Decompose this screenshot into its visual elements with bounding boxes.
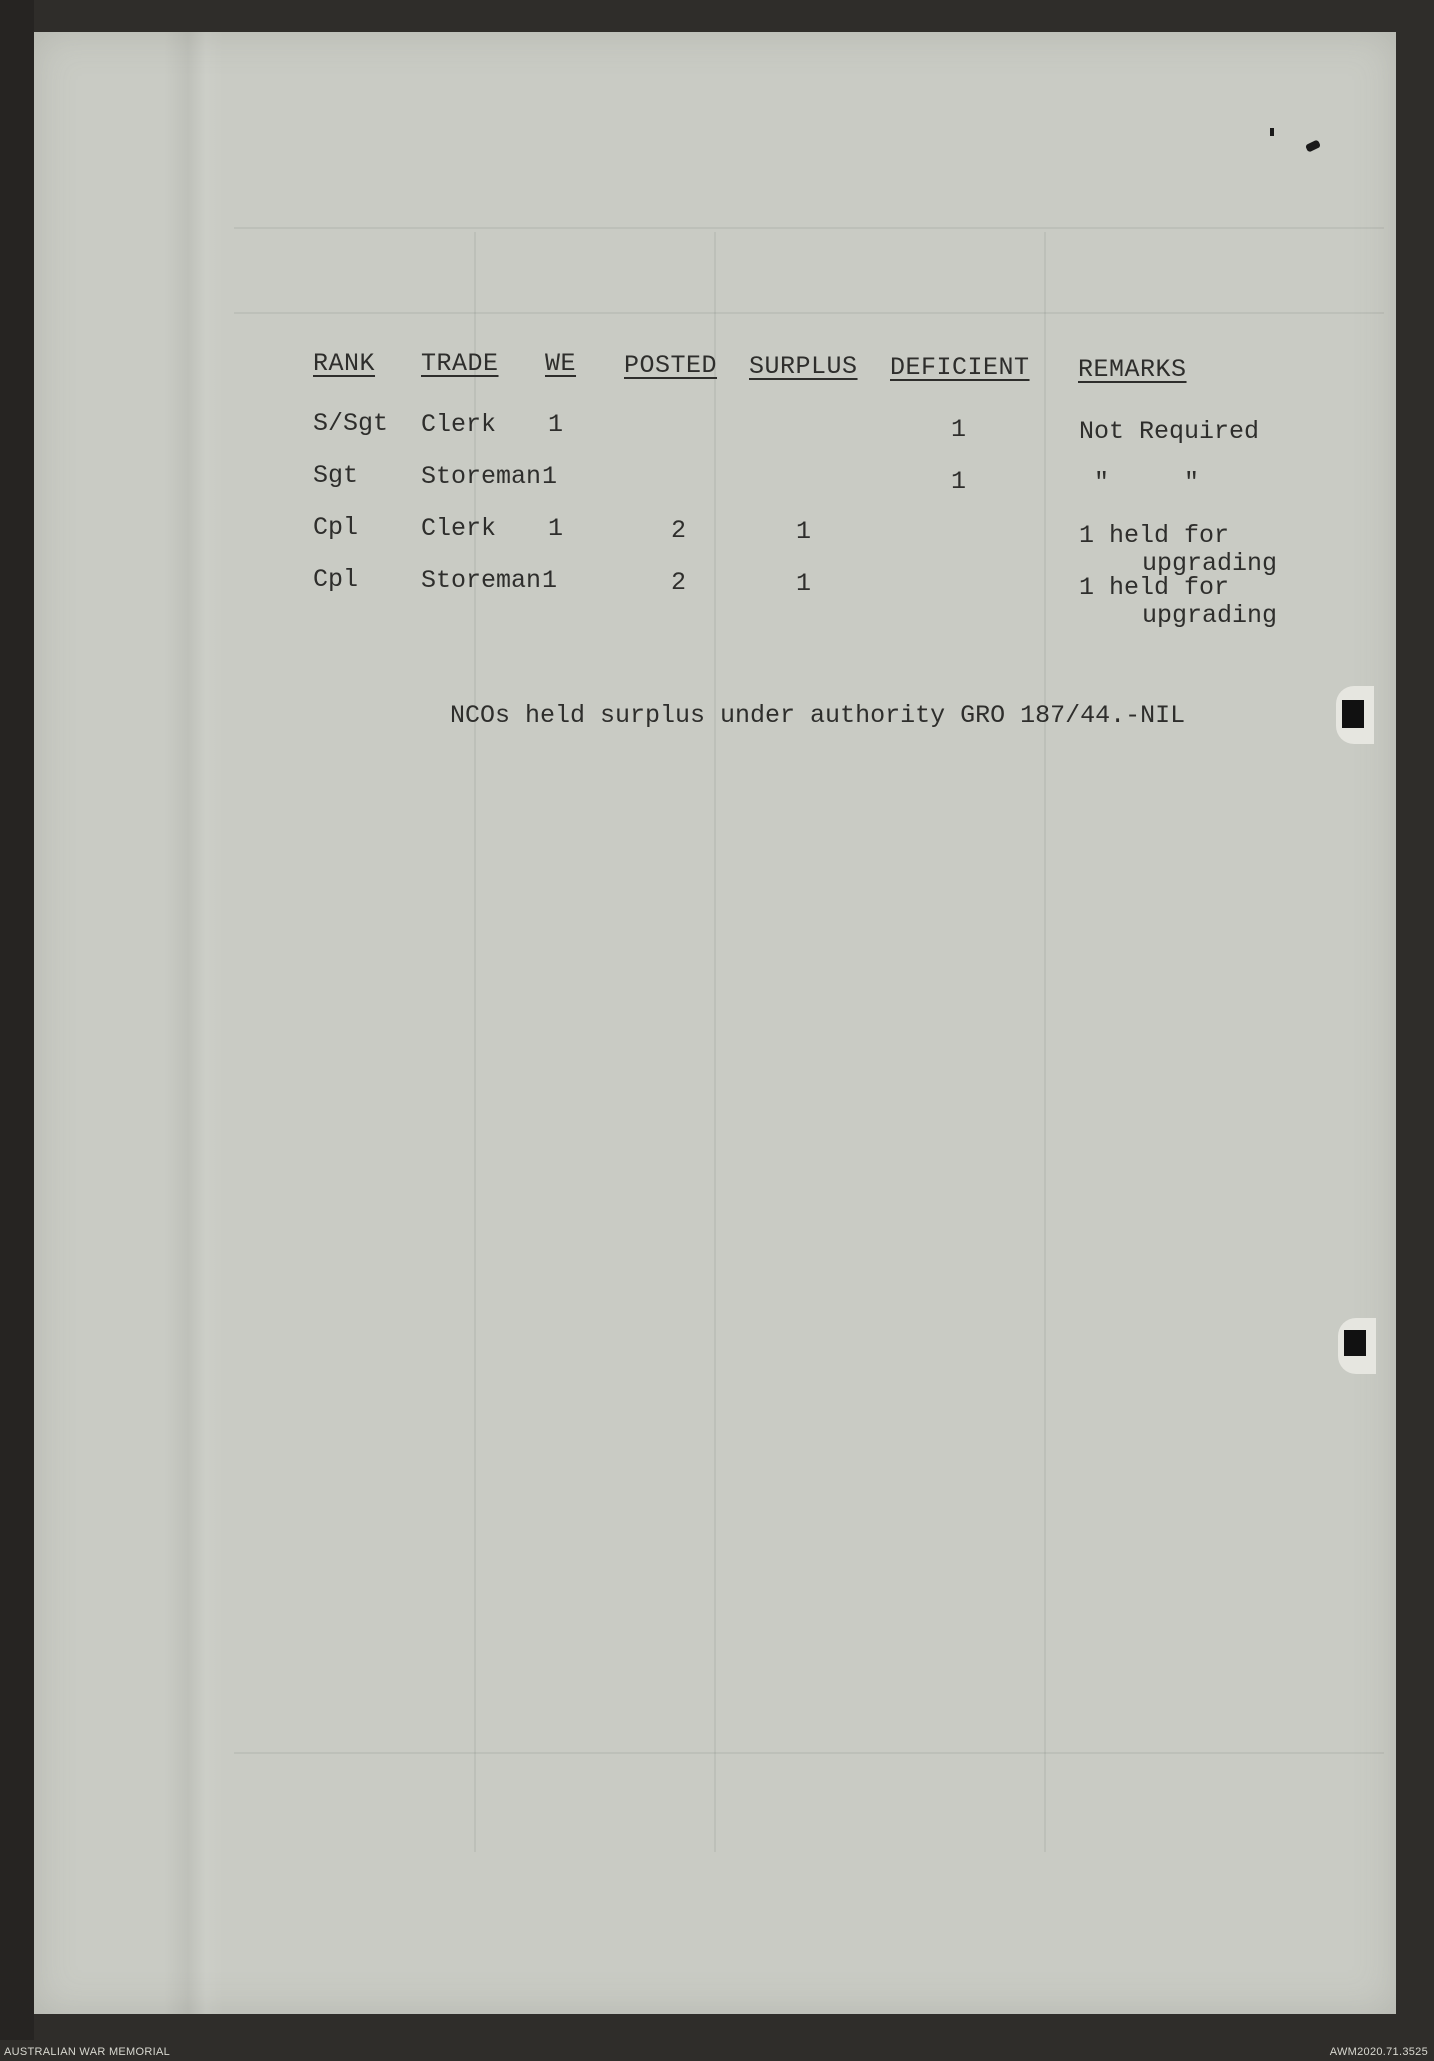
row1-remarks: Not Required — [1079, 417, 1260, 446]
header-trade: TRADE — [421, 349, 499, 378]
row1-rank: S/Sgt — [313, 409, 389, 438]
header-rank: RANK — [313, 349, 376, 378]
row1-we: 1 — [548, 410, 564, 439]
header-we: WE — [545, 349, 577, 378]
row3-remarks-line2: upgrading — [1142, 549, 1278, 578]
row4-surplus: 1 — [796, 569, 812, 598]
row4-posted: 2 — [671, 568, 687, 597]
row3-posted: 2 — [671, 516, 687, 545]
paper-tab-lower — [1338, 1318, 1376, 1374]
paper-tab-upper — [1336, 686, 1374, 744]
footer-right: AWM2020.71.3525 — [1329, 2046, 1428, 2058]
row4-remarks-line1: 1 held for — [1079, 573, 1230, 602]
header-remarks: REMARKS — [1078, 355, 1187, 384]
row4-trade: Storeman — [421, 566, 542, 595]
footer-left: AUSTRALIAN WAR MEMORIAL — [4, 2046, 171, 2058]
clip-mark — [1344, 1330, 1366, 1356]
clip-mark — [1342, 700, 1364, 728]
row4-remarks-line2: upgrading — [1142, 601, 1278, 630]
row3-trade: Clerk — [421, 514, 497, 543]
row2-rank: Sgt — [313, 461, 359, 490]
row3-surplus: 1 — [796, 517, 812, 546]
row1-trade: Clerk — [421, 410, 497, 439]
header-posted: POSTED — [624, 351, 718, 380]
ink-mark — [1270, 128, 1274, 136]
row2-deficient: 1 — [951, 467, 967, 496]
row2-remarks: " " — [1094, 468, 1200, 497]
surplus-authority-note: NCOs held surplus under authority GRO 187/44.-NIL — [450, 701, 1186, 730]
row4-rank: Cpl — [313, 565, 359, 594]
row3-rank: Cpl — [313, 513, 359, 542]
header-deficient: DEFICIENT — [890, 353, 1030, 382]
row3-remarks-line1: 1 held for — [1079, 521, 1230, 550]
header-surplus: SURPLUS — [749, 352, 858, 381]
row1-deficient: 1 — [951, 415, 967, 444]
row4-we: 1 — [542, 566, 558, 595]
row2-we: 1 — [542, 462, 558, 491]
row2-trade: Storeman — [421, 462, 542, 491]
row3-we: 1 — [548, 514, 564, 543]
